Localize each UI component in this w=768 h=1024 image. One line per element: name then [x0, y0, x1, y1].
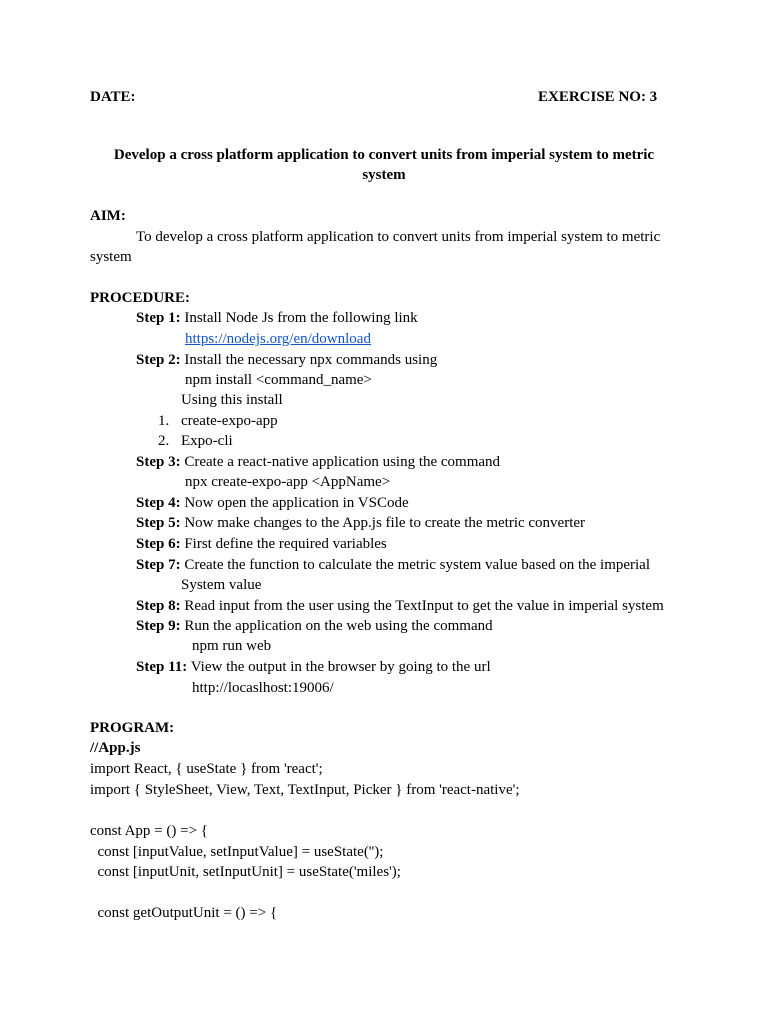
step-5 [136, 513, 585, 533]
step-8-text: Read input from the user using the TextInput to get the value in imperial system [180, 598, 664, 614]
step-2-text: Install the necessary npx commands using [180, 352, 438, 368]
step-5-label: Step 5: [136, 515, 181, 531]
step-11 [136, 657, 491, 677]
step-3-text: Create a react-native application using the command [180, 454, 501, 470]
step-3-command: npx create-expo-app <AppName> [185, 474, 391, 490]
code-line: const App = () => { [90, 823, 208, 839]
step-11-label: Step 11: [136, 659, 188, 675]
list-item-number: 1. [158, 413, 170, 429]
step-6-text: First define the required variables [180, 536, 387, 552]
step-4-text: Now open the application in VSCode [180, 495, 409, 511]
program-heading: PROGRAM: [90, 720, 175, 736]
code-line: const [inputUnit, setInputUnit] = useState('miles'); [90, 864, 401, 880]
step-9-label: Step 9: [136, 618, 181, 634]
step-1-label: Step 1: [136, 310, 181, 326]
list-item-text: Expo-cli [181, 433, 233, 449]
step-9-command: npm run web [192, 638, 272, 654]
step-4-label: Step 4: [136, 495, 181, 511]
code-line: const getOutputUnit = () => { [90, 905, 278, 921]
document-title-line1: Develop a cross platform application to convert units from imperial system to metric [113, 147, 655, 163]
step-3-label: Step 3: [136, 454, 181, 470]
step-8 [136, 596, 664, 616]
aim-text-line2: system [90, 249, 132, 265]
date-label: DATE: [90, 89, 136, 105]
nodejs-download-link[interactable]: https://nodejs.org/en/download [185, 331, 371, 347]
step-8-label: Step 8: [136, 598, 181, 614]
step-6 [136, 534, 387, 554]
step-7-text: Create the function to calculate the metric system value based on the imperial [180, 557, 651, 573]
step-7-label: Step 7: [136, 557, 181, 573]
step-5-text: Now make changes to the App.js file to create the metric converter [180, 515, 586, 531]
document-title-line2: system [362, 167, 406, 183]
step-11-text: View the output in the browser by going to the url [187, 659, 491, 675]
code-line: const [inputValue, setInputValue] = useState(''); [90, 844, 384, 860]
step-2-note: Using this install [181, 392, 283, 408]
code-line: import React, { useState } from 'react'; [90, 761, 323, 777]
exercise-number: EXERCISE NO: 3 [538, 89, 658, 105]
code-line: import { StyleSheet, View, Text, TextInput, Picker } from 'react-native'; [90, 782, 520, 798]
list-item-1 [158, 411, 278, 431]
step-2-command: npm install <command_name> [185, 372, 372, 388]
step-4 [136, 493, 409, 513]
step-7 [136, 555, 650, 575]
aim-text-line1: To develop a cross platform application to convert units from imperial system to metric [136, 229, 661, 245]
step-11-url: http://locaslhost:19006/ [192, 680, 334, 696]
step-1 [136, 308, 418, 328]
step-2 [136, 350, 437, 370]
step-1-text: Install Node Js from the following link [180, 310, 418, 326]
list-item-number: 2. [158, 433, 170, 449]
step-7-continuation: System value [181, 577, 262, 593]
procedure-heading: PROCEDURE: [90, 290, 190, 306]
list-item-text: create-expo-app [181, 413, 278, 429]
step-9-text: Run the application on the web using the command [180, 618, 493, 634]
step-6-label: Step 6: [136, 536, 181, 552]
step-3 [136, 452, 500, 472]
aim-heading: AIM: [90, 208, 126, 224]
step-2-label: Step 2: [136, 352, 181, 368]
program-filename: //App.js [90, 740, 141, 756]
list-item-2 [158, 431, 233, 451]
step-9 [136, 616, 493, 636]
